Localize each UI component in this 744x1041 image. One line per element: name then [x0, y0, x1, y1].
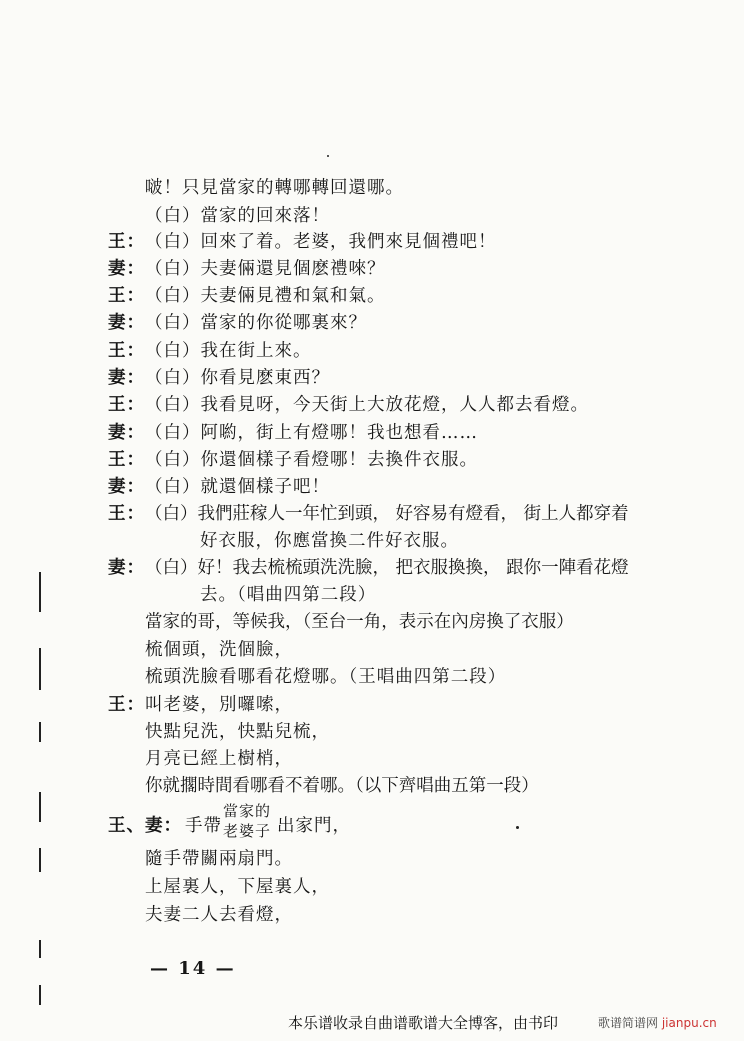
footer-watermark — [598, 1014, 717, 1031]
page-number: — 14 — — [150, 958, 236, 979]
line-text: （白）夫妻倆還見個麽禮唻？ — [145, 259, 386, 279]
line-text: （白）就還個樣子吧！ — [145, 477, 330, 497]
speaker-label: 王、妻： — [108, 816, 182, 836]
line-text-after: 出家門， — [277, 816, 351, 836]
line-text: 當家的哥，等候我，（至台一角，表示在內房換了衣服） — [145, 612, 574, 632]
line-text: 叫老婆，別囉嗦， — [145, 695, 293, 715]
line-text: 夫妻二人去看燈， — [145, 905, 293, 925]
speaker-label: 王： — [108, 695, 145, 715]
speaker-label: 妻： — [108, 259, 145, 279]
footer-source-note: 本乐谱收录自曲谱歌谱大全博客，由书印 — [288, 1014, 559, 1032]
speaker-label: 妻： — [108, 423, 145, 443]
line-text: （白）阿喲，街上有燈哪！我也想看…… — [145, 423, 478, 443]
speaker-label: 王： — [108, 286, 145, 306]
speaker-label: 王： — [108, 395, 145, 415]
line-text: （白）當家的你從哪裏來？ — [145, 313, 367, 333]
line-text: （白）當家的回來落！ — [145, 206, 330, 226]
line-text: （白）我看見呀，今天街上大放花燈，人人都去看燈。 — [145, 395, 589, 415]
line-text: 好衣服，你應當換二件好衣服。 — [200, 531, 459, 551]
speck — [327, 155, 329, 157]
speaker-label: 王： — [108, 450, 145, 470]
line-text: 月亮已經上樹梢， — [145, 749, 293, 769]
line-text: 梳頭洗臉看哪看花燈哪。（王唱曲四第二段） — [145, 667, 507, 687]
margin-mark — [39, 940, 41, 958]
margin-mark — [39, 722, 41, 742]
speaker-label: 妻： — [108, 368, 145, 388]
line-text: 啵！只見當家的轉哪轉回還哪。 — [145, 178, 404, 198]
line-text: 隨手帶關兩扇門。 — [145, 849, 293, 869]
footer-site-url: jianpu.cn — [661, 1016, 717, 1030]
line-text: 快點兒洗，快點兒梳， — [145, 722, 330, 742]
footer-site-name: 歌谱简谱网 — [598, 1016, 659, 1030]
line-text: （白）夫妻倆見禮和氣和氣。 — [145, 286, 386, 306]
line-text: （白）好！我去梳梳頭洗洗臉， 把衣服換換， 跟你一陣看花燈 — [145, 558, 629, 578]
line-text: （白）我在街上來。 — [145, 341, 312, 361]
line-text: （白）回來了着。老婆，我們來見個禮吧！ — [145, 232, 497, 252]
speaker-label: 王： — [108, 232, 145, 252]
speaker-label: 王： — [108, 504, 145, 524]
speaker-label: 妻： — [108, 477, 145, 497]
speaker-label: 妻： — [108, 558, 145, 578]
speck — [516, 826, 519, 829]
line-text: 手帶 — [185, 816, 222, 836]
line-text: 去。（唱曲四第二段） — [200, 585, 377, 605]
stacked-text-bottom: 老婆子 — [223, 822, 272, 840]
line-text: （白）你還個樣子看燈哪！去換件衣服。 — [145, 450, 478, 470]
speaker-label: 王： — [108, 341, 145, 361]
margin-mark — [39, 648, 41, 690]
line-text: （白）你看見麽東西？ — [145, 368, 330, 388]
margin-mark — [39, 985, 41, 1005]
speaker-label: 妻： — [108, 313, 145, 333]
margin-mark — [39, 848, 41, 872]
margin-mark — [39, 792, 41, 822]
margin-mark — [39, 572, 41, 612]
line-text: 上屋裏人，下屋裏人， — [145, 877, 330, 897]
stacked-text-top: 當家的 — [223, 802, 272, 820]
line-text: 你就擱時間看哪看不着哪。（以下齊唱曲五第一段） — [145, 776, 539, 796]
line-text: （白）我們莊稼人一年忙到頭， 好容易有燈看， 街上人都穿着 — [145, 504, 629, 524]
line-text: 梳個頭，洗個臉， — [145, 640, 293, 660]
